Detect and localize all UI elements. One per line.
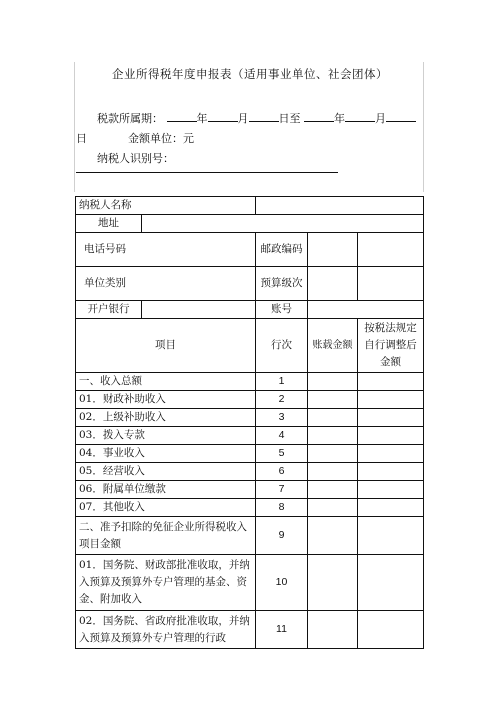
row-line-number: 7 <box>256 481 308 499</box>
table-row <box>76 611 424 649</box>
taxpayer-id-line <box>97 150 174 166</box>
row-line-number: 5 <box>256 445 308 463</box>
address-field[interactable] <box>142 215 424 233</box>
row-adjusted-amount-cell[interactable] <box>358 555 424 611</box>
postal-code-label: 邮政编码 <box>256 233 308 267</box>
month-end-field[interactable] <box>345 110 375 122</box>
row-item: 03．拨入专款 <box>76 427 256 445</box>
day-label: 日 <box>76 132 87 145</box>
table-row <box>76 409 424 427</box>
table-row <box>76 517 424 555</box>
row-book-amount-cell[interactable] <box>308 499 358 517</box>
row-line-number: 2 <box>256 391 308 409</box>
row-adjusted-amount-cell[interactable] <box>358 373 424 391</box>
row-line-number: 3 <box>256 409 308 427</box>
budget-level-field-extra[interactable] <box>358 267 424 301</box>
row-item: 06．附属单位缴款 <box>76 481 256 499</box>
account-field[interactable] <box>308 301 424 319</box>
form-title: 企业所得税年度申报表（适用事业单位、社会团体） <box>112 67 388 81</box>
row-line-number: 4 <box>256 427 308 445</box>
row-line-number: 9 <box>256 517 308 555</box>
table-row <box>76 427 424 445</box>
column-header-row <box>76 319 424 373</box>
bank-field[interactable] <box>142 301 256 319</box>
declaration-table <box>75 196 424 649</box>
amount-unit-line <box>76 130 194 146</box>
row-adjusted-amount-cell[interactable] <box>358 409 424 427</box>
row-line-number: 11 <box>256 611 308 649</box>
table-row <box>76 373 424 391</box>
row-line-number: 6 <box>256 463 308 481</box>
year-end-field[interactable] <box>304 110 334 122</box>
row-book-amount-cell[interactable] <box>308 391 358 409</box>
postal-code-field[interactable] <box>308 233 358 267</box>
row-book-amount-cell[interactable] <box>308 373 358 391</box>
amount-unit-label: 金额单位：元 <box>128 132 194 145</box>
postal-code-field-extra[interactable] <box>358 233 424 267</box>
bank-label: 开户银行 <box>76 301 142 319</box>
table-row <box>76 481 424 499</box>
phone-postal-row <box>76 233 424 267</box>
account-label: 账号 <box>256 301 308 319</box>
column-header-book-amount: 账载金额 <box>308 319 358 373</box>
row-item: 02．上级补助收入 <box>76 409 256 427</box>
row-item: 07．其他收入 <box>76 499 256 517</box>
month-start-field[interactable] <box>208 110 238 122</box>
day-to-label: 日至 <box>278 112 301 125</box>
tax-period-line <box>97 110 416 126</box>
row-adjusted-amount-cell[interactable] <box>358 427 424 445</box>
taxpayer-name-label: 纳税人名称 <box>76 197 256 215</box>
table-row <box>76 499 424 517</box>
day-start-field[interactable] <box>249 110 279 122</box>
budget-level-field[interactable] <box>308 267 358 301</box>
phone-label: 电话号码 <box>76 233 256 267</box>
row-item: 05．经营收入 <box>76 463 256 481</box>
bank-row <box>76 301 424 319</box>
year-start-field[interactable] <box>167 110 197 122</box>
column-header-line-no: 行次 <box>256 319 308 373</box>
taxpayer-name-row <box>76 197 424 215</box>
year-label: 年 <box>196 112 208 125</box>
row-book-amount-cell[interactable] <box>308 611 358 649</box>
column-header-adjusted-amount: 按税法规定自行调整后金额 <box>358 319 424 373</box>
table-row <box>76 391 424 409</box>
taxpayer-id-field[interactable] <box>76 172 338 173</box>
row-adjusted-amount-cell[interactable] <box>358 499 424 517</box>
row-book-amount-cell[interactable] <box>308 517 358 555</box>
table-row <box>76 463 424 481</box>
row-line-number: 1 <box>256 373 308 391</box>
table-row <box>76 445 424 463</box>
month-label: 月 <box>237 112 249 125</box>
address-row <box>76 215 424 233</box>
unit-type-label: 单位类别 <box>76 267 256 301</box>
row-item: 一、收入总额 <box>76 373 256 391</box>
row-book-amount-cell[interactable] <box>308 445 358 463</box>
unit-type-row <box>76 267 424 301</box>
row-item: 二、准予扣除的免征企业所得税收入项目金额 <box>76 517 256 555</box>
period-label: 税款所属期： <box>97 112 163 125</box>
budget-level-label: 预算级次 <box>256 267 308 301</box>
row-adjusted-amount-cell[interactable] <box>358 517 424 555</box>
row-adjusted-amount-cell[interactable] <box>358 445 424 463</box>
row-book-amount-cell[interactable] <box>308 427 358 445</box>
month-label: 月 <box>375 112 386 125</box>
row-adjusted-amount-cell[interactable] <box>358 463 424 481</box>
row-adjusted-amount-cell[interactable] <box>358 391 424 409</box>
year-label: 年 <box>334 112 345 125</box>
row-book-amount-cell[interactable] <box>308 555 358 611</box>
row-item: 01．财政补助收入 <box>76 391 256 409</box>
row-line-number: 8 <box>256 499 308 517</box>
row-adjusted-amount-cell[interactable] <box>358 481 424 499</box>
taxpayer-name-field[interactable] <box>256 197 424 215</box>
day-end-field[interactable] <box>386 110 416 122</box>
table-row <box>76 555 424 611</box>
address-label: 地址 <box>76 215 142 233</box>
taxpayer-id-label: 纳税人识别号： <box>97 152 174 165</box>
row-book-amount-cell[interactable] <box>308 481 358 499</box>
row-item: 01．国务院、财政部批准收取，并纳入预算及预算外专户管理的基金、资金、附加收入 <box>76 555 256 611</box>
column-header-item: 项目 <box>76 319 256 373</box>
row-book-amount-cell[interactable] <box>308 409 358 427</box>
row-adjusted-amount-cell[interactable] <box>358 611 424 649</box>
row-line-number: 10 <box>256 555 308 611</box>
row-book-amount-cell[interactable] <box>308 463 358 481</box>
row-item: 02．国务院、省政府批准收取，并纳入预算及预算外专户管理的行政 <box>76 611 256 649</box>
row-item: 04．事业收入 <box>76 445 256 463</box>
